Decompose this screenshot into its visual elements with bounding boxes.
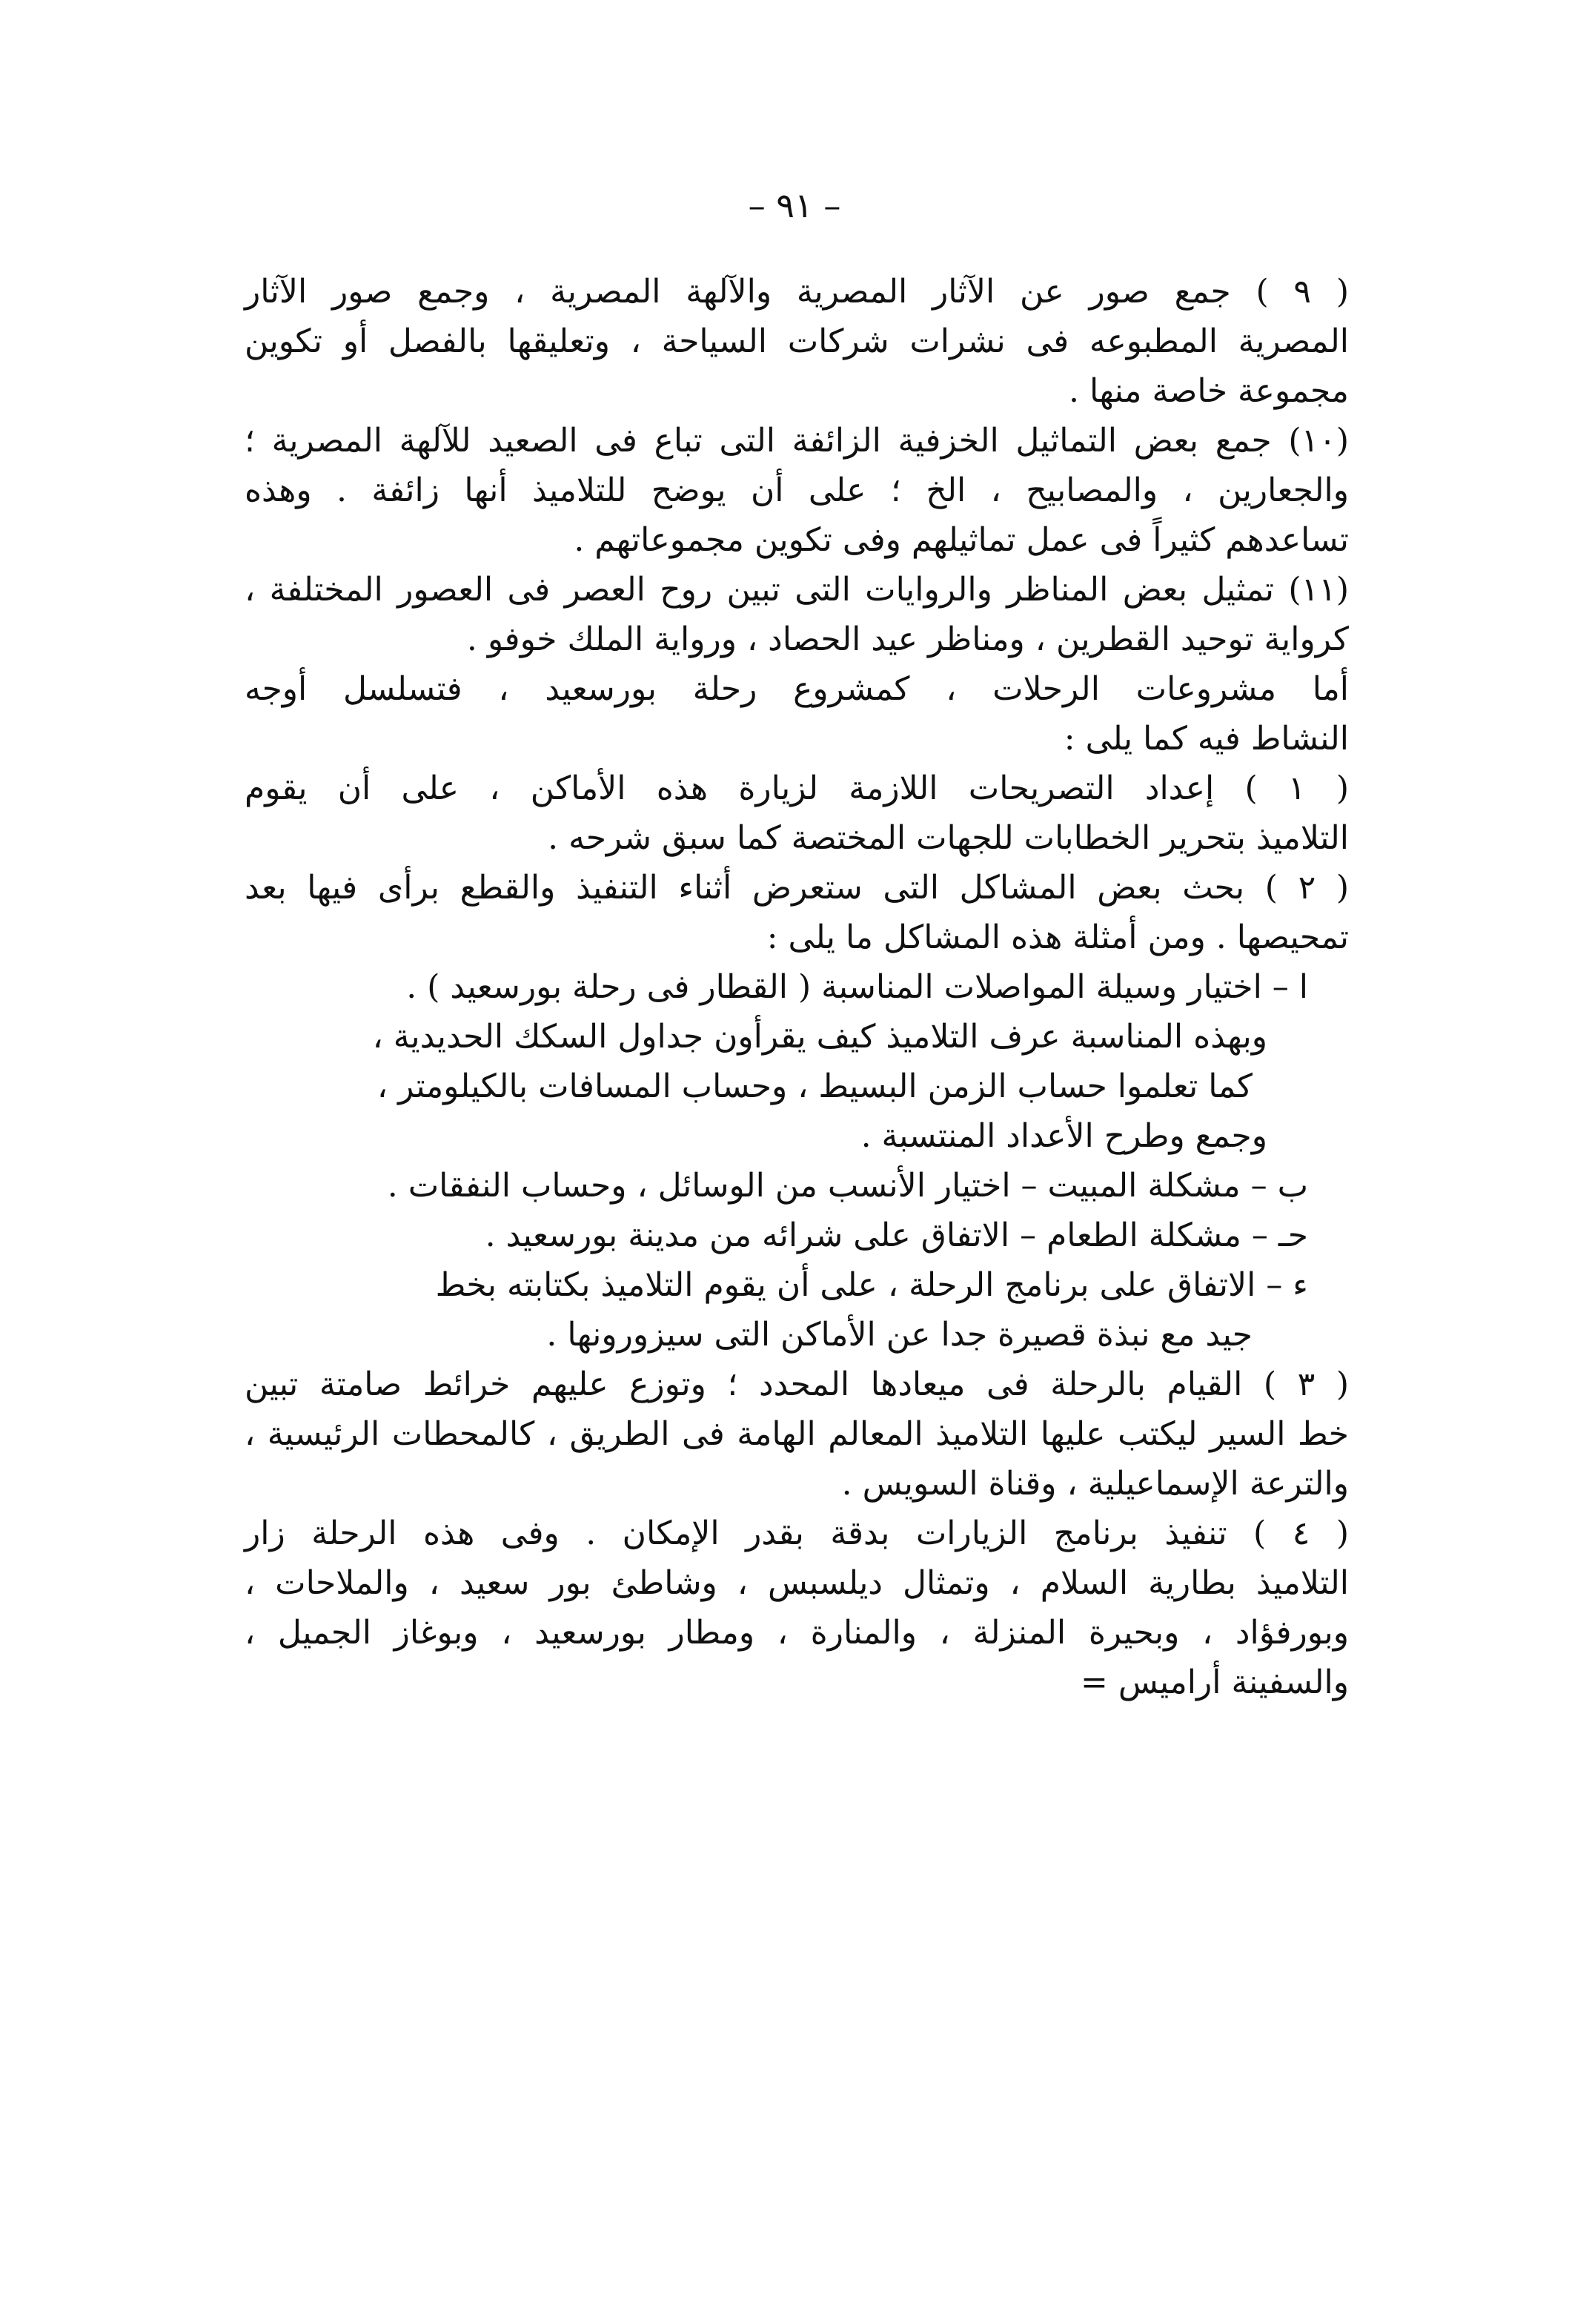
text-line: المصرية المطبوعه فى نشرات شركات السياحة ، وتعليقها بالفصل أو تكوين bbox=[245, 322, 1349, 360]
text-line: والترعة الإسماعيلية ، وقناة السويس . bbox=[841, 1465, 1349, 1503]
text-line: ء – الاتفاق على برنامج الرحلة ، على أن يقوم التلاميذ بكتابته بخط bbox=[435, 1266, 1308, 1304]
text-line: وجمع وطرح الأعداد المنتسبة . bbox=[860, 1117, 1267, 1155]
text-line: وبورفؤاد ، وبحيرة المنزلة ، والمنارة ، ومطار بورسعيد ، وبوغاز الجميل ، bbox=[245, 1614, 1349, 1652]
text-line: جيد مع نبذة قصيرة جدا عن الأماكن التى سيزورونها . bbox=[546, 1316, 1253, 1354]
text-line: ( ٣ ) القيام بالرحلة فى ميعادها المحدد ؛ وتوزع عليهم خرائط صامتة تبين bbox=[245, 1365, 1349, 1403]
text-line: وبهذه المناسبة عرف التلاميذ كيف يقرأون جداول السكك الحديدية ، bbox=[372, 1018, 1267, 1056]
text-line: مجموعة خاصة منها . bbox=[1068, 372, 1349, 410]
text-line: والجعارين ، والمصابيح ، الخ ؛ على أن يوضح للتلاميذ أنها زائفة . وهذه bbox=[245, 471, 1349, 509]
text-line: كما تعلموا حساب الزمن البسيط ، وحساب المسافات بالكيلومتر ، bbox=[376, 1067, 1253, 1105]
text-line: تمحيصها . ومن أمثلة هذه المشاكل ما يلى : bbox=[766, 918, 1349, 956]
text-line: التلاميذ بتحرير الخطابات للجهات المختصة كما سبق شرحه . bbox=[548, 819, 1349, 857]
page-number: – ٩١ – bbox=[748, 185, 841, 225]
text-line: حـ – مشكلة الطعام – الاتفاق على شرائه من مدينة بورسعيد . bbox=[485, 1216, 1308, 1254]
text-line: والسفينة أراميس = bbox=[1080, 1663, 1349, 1701]
text-line: تساعدهم كثيراً فى عمل تماثيلهم وفى تكوين مجموعاتهم . bbox=[574, 521, 1349, 559]
text-line: كرواية توحيد القطرين ، ومناظر عيد الحصاد ، ورواية الملك خوفو . bbox=[466, 620, 1349, 658]
text-line: ( ١ ) إعداد التصريحات اللازمة لزيارة هذه الأماكن ، على أن يقوم bbox=[245, 769, 1350, 807]
text-line: ( ٢ ) بحث بعض المشاكل التى ستعرض أثناء التنفيذ والقطع برأى فيها بعد bbox=[245, 869, 1350, 907]
body-text bbox=[245, 267, 1349, 1707]
text-line: التلاميذ بطارية السلام ، وتمثال ديلسبس ، وشاطئ بور سعيد ، والملاحات ، bbox=[245, 1564, 1349, 1602]
text-line: خط السير ليكتب عليها التلاميذ المعالم الهامة فى الطريق ، كالمحطات الرئيسية ، bbox=[245, 1415, 1349, 1453]
text-line: أما مشروعات الرحلات ، كمشروع رحلة بورسعيد ، فتسلسل أوجه bbox=[245, 670, 1349, 708]
text-line: ( ٩ ) جمع صور عن الآثار المصرية والآلهة المصرية ، وجمع صور الآثار bbox=[245, 273, 1350, 311]
text-line: (١٠) جمع بعض التماثيل الخزفية الزائفة التى تباع فى الصعيد للآلهة المصرية ؛ bbox=[245, 422, 1349, 460]
text-line: النشاط فيه كما يلى : bbox=[1064, 720, 1349, 758]
text-line: ا – اختيار وسيلة المواصلات المناسبة ( القطار فى رحلة بورسعيد ) . bbox=[406, 968, 1308, 1006]
text-line: ب – مشكلة المبيت – اختيار الأنسب من الوسائل ، وحساب النفقات . bbox=[387, 1167, 1308, 1205]
text-line: (١١) تمثيل بعض المناظر والروايات التى تبين روح العصر فى العصور المختلفة ، bbox=[245, 571, 1349, 609]
text-line: ( ٤ ) تنفيذ برنامج الزيارات بدقة بقدر الإمكان . وفى هذه الرحلة زار bbox=[245, 1514, 1349, 1552]
